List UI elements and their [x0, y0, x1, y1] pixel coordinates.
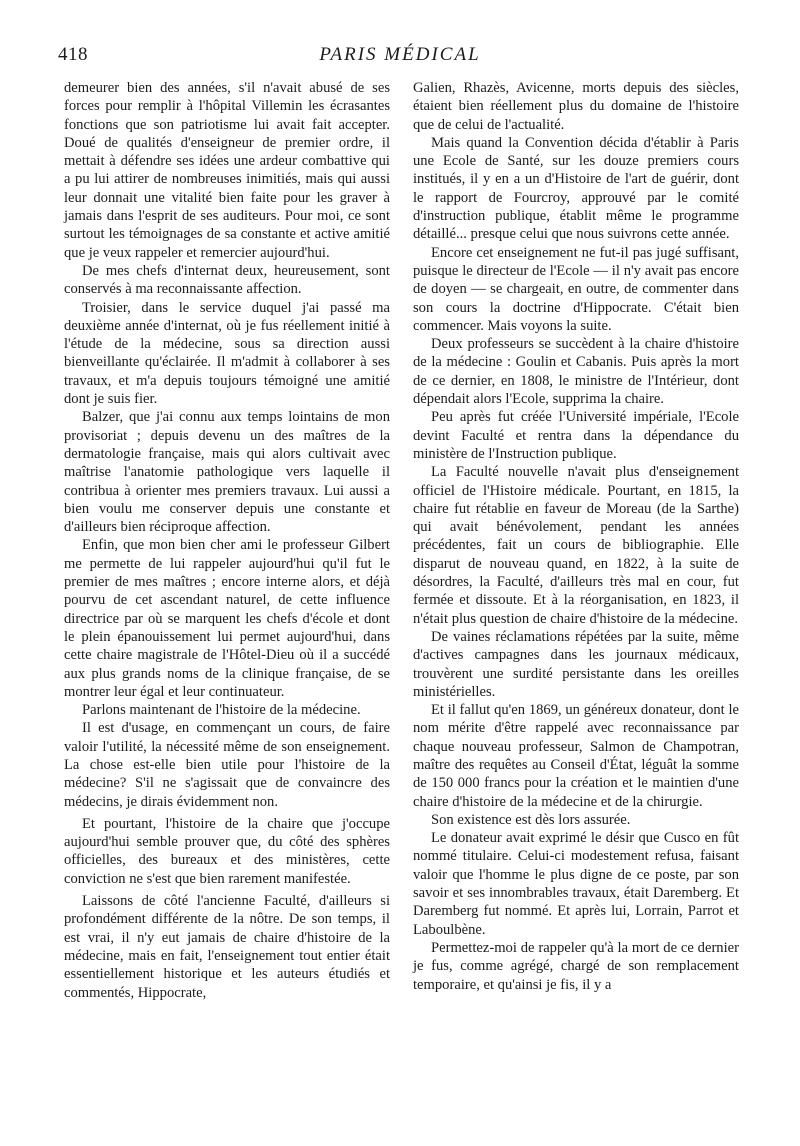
paragraph: Troisier, dans le service duquel j'ai passé ma deuxième année d'internat, où je fus réellement initié à l'étude de la médecine, sous sa direction aussi bienveillante qu'éclairée. Il m'admit à collaborer à ses travaux, et m'a depuis toujours témoigné une amitié dont je suis fier. — [64, 299, 390, 408]
paragraph: Et il fallut qu'en 1869, un généreux donateur, dont le nom mérite d'être rappelé avec reconnaissance par chaque nouveau professeur, Salmon de Champotran, maître des requêtes au Conseil d'État, léguât la somme de 150 000 francs pour la création et le maintien d'une chaire d'histoire de la médecine et de la chirurgie. — [413, 702, 739, 810]
paragraph: Peu après fut créée l'Université impériale, l'Ecole devint Faculté et rentra dans la dépendance du ministère de l'Instruction publique. — [413, 409, 739, 462]
paragraph: Parlons maintenant de l'histoire de la médecine. — [82, 702, 361, 719]
paragraph: Encore cet enseignement ne fut-il pas jugé suffisant, puisque le directeur de l'Ecole — il n'y avait pas encore de doyen — se chargeait, en outre, de commenter dans son cours la doctrine d'Hippocrate. C'était bien commencer. Mais voyons la suite. — [413, 244, 739, 334]
running-title: PARIS MÉDICAL — [319, 44, 481, 65]
paragraph: Le donateur avait exprimé le désir que Cusco en fût nommé titulaire. Celui-ci modestement refusa, faisant valoir que l'homme le plus digne de ce poste, par son savoir et ses innombrables travaux, était Daremberg. Et Daremberg fut nommé. Et après lui, Lorrain, Parrot et Laboulbène. — [413, 830, 739, 938]
paragraph: De mes chefs d'internat deux, heureusement, sont conservés à ma reconnaissante affection. — [64, 262, 390, 298]
paragraph: Mais quand la Convention décida d'établir à Paris une Ecole de Santé, sur les douze premiers cours institués, il y en a un d'Histoire de l'art de guérir, dont le rapport de Fourcroy, approuvé par le comité d'instruction publique, établit même le programme détaillé... presque celui que nous suivrons cette année. — [413, 134, 739, 243]
left-column — [64, 79, 390, 1002]
paragraph: Enfin, que mon bien cher ami le professeur Gilbert me permette de lui rappeler aujourd'hui qu'il fut le premier de mes maîtres ; encore interne alors, et déjà pourvu de cet ascendant naturel, de cette influence directrice par où se marquent les chefs d'école et dont le plein épanouissement lui permet aujourd'hui, dans cette chaire magistrale de l'Hôtel-Dieu où il a succédé aux plus grands noms de la clinique française, de se montrer leur égal et leur continuateur. — [64, 537, 390, 700]
paragraph: Balzer, que j'ai connu aux temps lointains de mon provisoriat ; depuis devenu un des maîtres de la dermatologie française, mais qui alors cultivait avec maîtrise l'anatomie pathologique vers laquelle il contribua à orienter mes premiers travaux. Lui aussi a bien voulu me conserver depuis une constante et d'ailleurs bien réciproque affection. — [64, 409, 390, 536]
page-header — [58, 44, 742, 70]
paragraph: Galien, Rhazès, Avicenne, morts depuis des siècles, étaient bien réellement plus du domaine de l'histoire que de celui de l'actualité. — [413, 80, 739, 133]
paragraph: Deux professeurs se succèdent à la chaire d'histoire de la médecine : Goulin et Cabanis. Puis après la mort de ce dernier, en 1808, le ministre de l'Intérieur, dont dépendait alors l'Ecole, supprima la chaire. — [413, 336, 739, 408]
paragraph: Et pourtant, l'histoire de la chaire que j'occupe aujourd'hui semble prouver que, du côté des sphères officielles, des bureaux et des ministères, cette conviction ne s'est que bien rarement manifestée. — [64, 815, 390, 887]
paragraph: Laissons de côté l'ancienne Faculté, d'ailleurs si profondément différente de la nôtre. De son temps, il est vrai, il n'y eut jamais de chaire d'histoire de la médecine, mais en fait, l'enseignement tout entier était essentiellement historique et les auteurs étudiés et commentés, Hippocrate, — [64, 893, 390, 1001]
paragraph: Il est d'usage, en commençant un cours, de faire valoir l'utilité, la nécessité même de son enseignement. La chose est-elle bien utile pour l'histoire de la médecine? S'il ne s'agissait que de convaincre des médecins, je dirais évidemment non. — [64, 720, 390, 810]
right-column — [413, 79, 739, 994]
paragraph: De vaines réclamations répétées par la suite, même d'actives campagnes dans les journaux médicaux, trouvèrent une surdité persistante dans les oreilles ministérielles. — [413, 628, 739, 700]
paragraph: Son existence est dès lors assurée. — [431, 811, 631, 828]
page-number: 418 — [58, 44, 88, 65]
paragraph: Permettez-moi de rappeler qu'à la mort de ce dernier je fus, comme agrégé, chargé de son remplacement temporaire, et qu'ainsi je fis, il y a — [413, 939, 739, 993]
paragraph: demeurer bien des années, s'il n'avait abusé de ses forces pour remplir à l'hôpital Villemin les écrasantes fonctions que son patriotisme lui avait fait accepter. Doué de qualités d'enseigneur de premier ordre, il mettait à défendre ses idées une ardeur combattive qui a pu lui attirer de nombreuses inimitiés, mais qui aussi leur donnait une vitalité bien faite pour les graver à jamais dans l'esprit de ses auditeurs. Pour moi, ce sont surtout les témoignages de sa constante et active amitié que je veux rappeler et remercier aujourd'hui. — [64, 80, 390, 261]
paragraph: La Faculté nouvelle n'avait plus d'enseignement officiel de l'Histoire médicale. Pourtant, en 1815, la chaire fut rétablie en faveur de Moreau (de la Sarthe) qui avait bénévolement, pendant les années précédentes, fait un cours de bibliographie. Elle disparut de nouveau quand, en 1822, à la suite de désordres, la Faculté, d'ailleurs très mal en cour, fut fermée et dissoute. Et à la réorganisation, en 1823, il n'était plus question de chaire d'histoire de la médecine. — [413, 464, 739, 627]
